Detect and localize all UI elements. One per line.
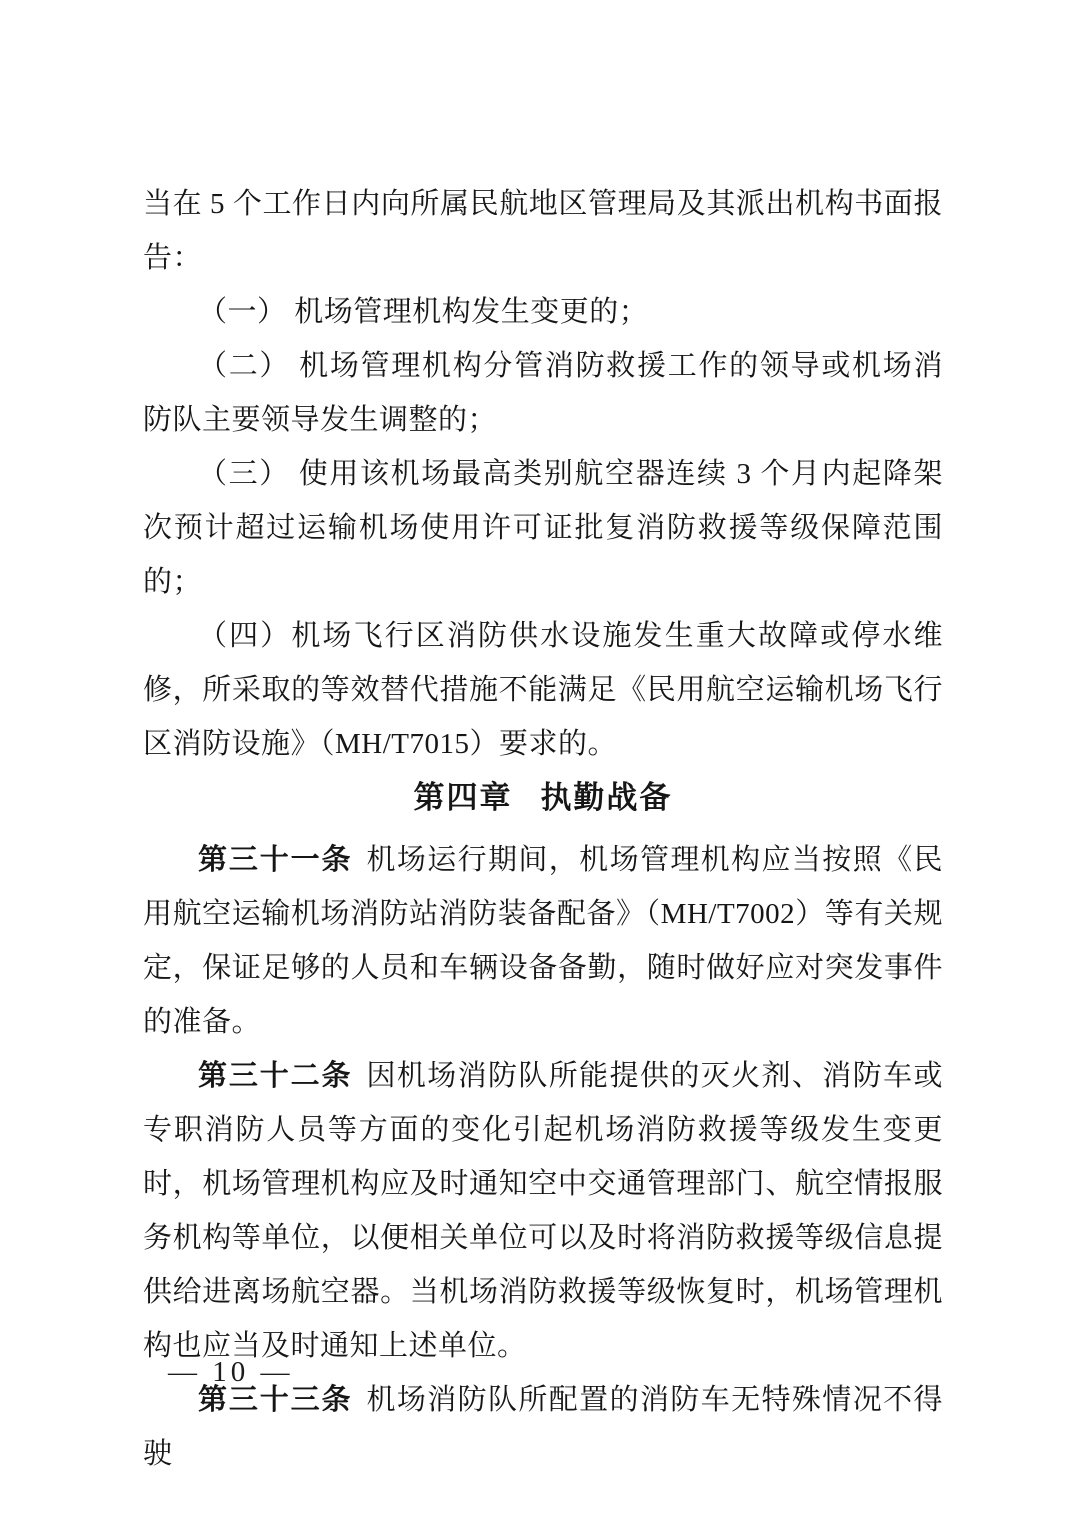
article-33-text: 机场消防队所配置的消防车无特殊情况不得驶 <box>143 1384 943 1470</box>
article-31-text: 机场运行期间，机场管理机构应当按照《民用航空运输机场消防站消防装备配备》（MH/T7002）等有关规定，保证足够的人员和车辆设备备勤，随时做好应对突发事件的准备。 <box>143 844 943 1038</box>
list-item-3: （三） 使用该机场最高类别航空器连续 3 个月内起降架次预计超过运输机场使用许可证批复消防救援等级保障范围的； <box>143 458 943 598</box>
article-32-paragraph <box>143 1049 943 1373</box>
document-content <box>143 0 943 1481</box>
page-number: — 10 — <box>168 1356 294 1388</box>
list-item-4: （四）机场飞行区消防供水设施发生重大故障或停水维修，所采取的等效替代措施不能满足《民用航空运输机场飞行区消防设施》（MH/T7015）要求的。 <box>143 620 943 760</box>
chapter-heading <box>143 771 943 825</box>
list-item-2: （二） 机场管理机构分管消防救援工作的领导或机场消防队主要领导发生调整的； <box>143 350 943 436</box>
list-item-1: （一） 机场管理机构发生变更的； <box>198 296 649 328</box>
article-31-lead: 第三十一条 <box>198 844 353 876</box>
intro-paragraph: 当在 5 个工作日内向所属民航地区管理局及其派出机构书面报告： <box>143 188 943 274</box>
article-32-lead: 第三十二条 <box>198 1060 353 1092</box>
chapter-number: 第四章 <box>413 780 513 815</box>
article-31-paragraph <box>143 833 943 1049</box>
article-33-lead: 第三十三条 <box>198 1384 353 1416</box>
article-32-text: 因机场消防队所能提供的灭火剂、消防车或专职消防人员等方面的变化引起机场消防救援等级发生变更时，机场管理机构应及时通知空中交通管理部门、航空情报服务机构等单位，以便相关单位可以及时将消防救援等级信息提供给进离场航空器。当机场消防救援等级恢复时，机场管理机构也应当及时通知上述单位。 <box>143 1060 943 1362</box>
chapter-title: 执勤战备 <box>540 780 673 815</box>
